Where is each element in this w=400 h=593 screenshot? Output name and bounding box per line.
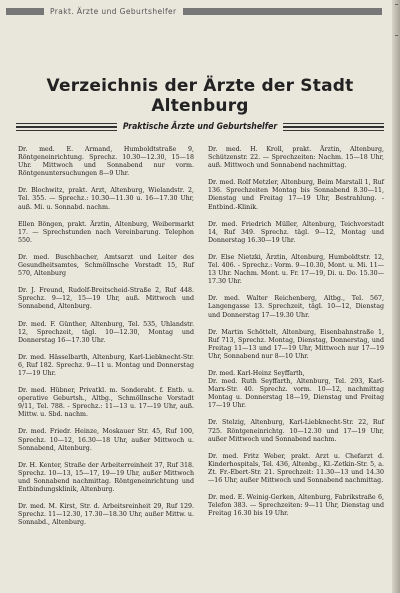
physician-entry: Dr. med. F. Günther, Altenburg, Tel. 535, Uhlandstr. 12, Sprechzeit, tägl. 10—12.30, Montag und Donnerstag 16—17.30 Uhr.	[18, 320, 194, 344]
physician-entry: Dr. Martin Schöttelt, Altenburg, Eisenbahnstraße 1, Ruf 713, Sprechz. Montag, Dienstag, Donnerstag, und Freitag 11—13 und 17—19 Uhr, Mittwoch nur 17—19 Uhr, Sonnabend nur 8—10 Uhr.	[208, 328, 384, 360]
physician-entry: Dr. med. E. Weinig-Gerken, Altenburg, Fabrikstraße 6, Telefon 383. — Sprechzeiten: 9—11 Uhr, Dienstag und Freitag 16.30 bis 19 Uhr.	[208, 494, 384, 518]
running-head-text: Prakt. Ärzte und Geburtshelfer	[50, 6, 177, 16]
physician-entry: Dr. Else Nietzki, Ärztin, Altenburg, Humboldtstr. 12, Tel. 406. - Sprechz.: Vorm. 9—10.30, Mont. u. Mi. 11—13 Uhr. Nachm. Mont. u. Fr. 17—19, Di. u. Do. 15.30—17.30 Uhr.	[208, 253, 384, 286]
physician-entry: Dr. med. Fritz Weber, prakt. Arzt u. Chefarzt d. Kinderhospitals, Tel. 436, Altenbg., Kl.-Zetkin-Str. 5, a. Zt. Fr.-Ebert-Str. 21. Sprechzeit: 11.30—13 und 14.30—16 Uhr, außer Mittwoch und Sonnabend nachmittag.	[208, 452, 384, 484]
physician-entry: Dr. med. Hässelbarth, Altenburg, Karl-Liebknecht-Str. 6, Ruf 182. Sprechz. 9—11 u. Montag und Donnerstag 17—19 Uhr.	[18, 353, 194, 377]
physician-entry: Dr. med. M. Kirst, Str. d. Arbeitsreinheit 29, Ruf 129. Sprechz. 11—12.30, 17.30—18.30 Uhr, außer Mittw. u. Sonnabd., Altenburg.	[18, 503, 194, 527]
physician-entry: Ellen Böngen, prakt. Ärztin, Altenburg, Weibermarkt 17. — Sprechstunden nach Vereinbarung. Telephon 550.	[18, 220, 194, 244]
physician-entry: Dr. med. Friedr. Heinze, Moskauer Str. 45, Ruf 100, Sprechz. 10—12, 16.30—18 Uhr, außer Mittwoch u. Sonnabend, Altenburg.	[18, 428, 194, 452]
right-column	[208, 146, 384, 527]
physician-entry: Dr. med. Karl-Heinz Seyffarth,	[208, 369, 305, 377]
physician-entry: Dr. med. E. Armand, Humboldtstraße 9, Röntgeneinrichtung. Sprechz. 10.30—12.30, 15—18 Uhr. Mittwoch und Sonnabend nur vorm. Röntgenuntersuchungen 8—9 Uhr.	[18, 146, 194, 178]
physician-entry: Dr. Blochwitz, prakt. Arzt, Altenburg, Wielandstr. 2, Tel. 355. — Sprechz.: 10.30—11.30 u. 16—17.30 Uhr, auß. Mi. u. Sonnabd. nachm.	[18, 187, 194, 211]
physician-entry: Dr. H. Kenter, Straße der Arbeiterreinheit 37, Ruf 318. Sprechz. 10—13, 15—17, 19—19 Uhr, außer Mittwoch und Sonnabend nachmittag. Röntgeneinrichtung und Entbindungsklinik, Altenburg.	[18, 461, 194, 493]
section-heading-label: Praktische Ärzte und Geburtshelfer	[122, 122, 278, 132]
section-heading	[16, 120, 384, 134]
page-title: Verzeichnis der Ärzte der Stadt Altenburg	[46, 76, 354, 116]
physician-entry: Dr. med. H. Kroll, prakt. Ärztin, Altenburg, Schützenstr. 22. — Sprechzeiten: Nachm. 15—18 Uhr, auß. Mittwoch und Sonnabend nachmittag.	[208, 146, 384, 170]
physician-entry: Dr. med. Friedrich Müller, Altenburg, Teichvorstadt 14, Ruf 349. Sprechz. tägl. 9—12, Montag und Donnerstag 16.30—19 Uhr.	[208, 220, 384, 244]
physician-entry: Dr. med. Buschbacher, Amtsarzt und Leiter des Gesundheitsamtes, Schmöllnsche Vorstadt 15, Ruf 570, Altenburg	[18, 253, 194, 278]
physician-entry: Dr. med. Rolf Metzler, Altenburg, Beim Marstall 1, Ruf 136. Sprechzeiten Montag bis Sonnabend 8.30—11, Dienstag und Freitag 17—19 Uhr, Bestrahlung. - Entbind.-Klinik.	[208, 179, 384, 211]
running-head-bar-right	[183, 8, 382, 15]
left-column	[18, 146, 194, 536]
running-head-bar-left	[6, 8, 44, 15]
physician-entry: Dr. med. Ruth Seyffarth, Altenburg, Tel. 293, Karl-Marx-Str. 40. Sprechz. vorm. 10—12, nachmittag Montag u. Donnerstag 18—19, Dienstag und Freitag 17—19 Uhr.	[208, 378, 384, 410]
physician-entry: Dr. J. Freund, Rudolf-Breitscheid-Straße 2, Ruf 448. Sprechz. 9—12, 15—19 Uhr, auß. Mittwoch und Sonnabend, Altenburg.	[18, 287, 194, 311]
running-head	[0, 0, 400, 22]
physician-entry: Dr. med. Walter Reichenberg, Altbg., Tel. 567, Langengasse 13. Sprechzeit, tägl. 10—12, Dienstag und Donnerstag 17—19.30 Uhr.	[208, 295, 384, 319]
physician-entry: Dr. Stelzig, Altenburg, Karl-Liebknecht-Str. 22, Ruf 725. Röntgeneinrichtg. 10—12.30 und 17—19 Uhr, außer Mittwoch und Sonnabend nachm.	[208, 419, 384, 443]
page-edge-shadow	[392, 0, 400, 593]
physician-entry: Dr. med. Hübner, Privatkl. m. Sonderabt. f. Entb. u. operative Geburtsh., Altbg., Schmöllnsche Vorstadt 9/11, Tel. 788. - Sprechz.: 11—13 u. 17—19 Uhr, auß. Mittw. u. Sbd. nachm.	[18, 387, 194, 419]
section-rule-right	[283, 123, 384, 132]
section-rule-left	[16, 123, 117, 132]
